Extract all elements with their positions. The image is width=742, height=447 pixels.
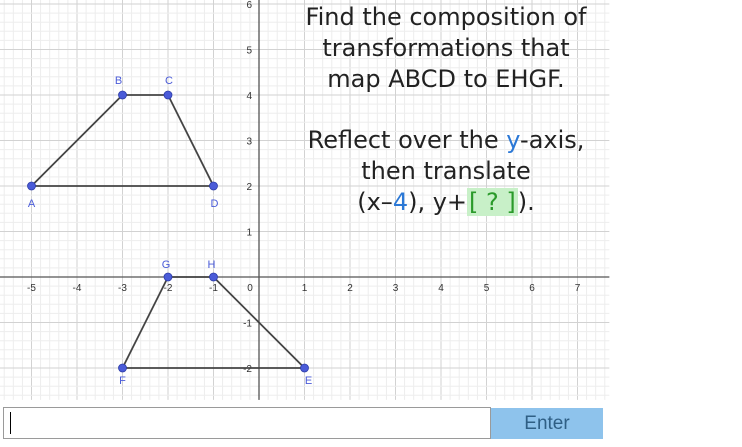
y-tick-label: 4	[246, 91, 252, 102]
instruction-text: ), y+	[408, 188, 468, 216]
x-tick-label: 2	[347, 283, 353, 294]
x-tick-label: -4	[72, 283, 82, 294]
prompt-line: Find the composition of	[305, 3, 587, 31]
y-tick-label: 2	[246, 182, 252, 193]
answer-blank: [ ? ]	[469, 188, 516, 216]
y-tick-label: -2	[243, 364, 252, 375]
vertex-label-e: E	[304, 375, 313, 387]
y-tick-label: 3	[246, 136, 252, 148]
vertex-point-g	[164, 273, 172, 281]
instruction-line	[286, 187, 606, 218]
vertex-label-c: C	[165, 75, 173, 87]
x-tick-label: -5	[27, 283, 36, 294]
y-tick-label: 6	[246, 0, 252, 11]
translation-value: 4	[392, 188, 409, 216]
prompt-text	[286, 2, 606, 218]
instruction-text: ).	[517, 188, 535, 216]
instruction-text: (x–	[357, 188, 393, 216]
x-tick-label: 7	[574, 283, 581, 294]
answer-input[interactable]	[3, 407, 491, 439]
x-tick-label: 1	[301, 283, 308, 294]
vertex-point-f	[119, 364, 127, 372]
x-tick-label: 5	[483, 283, 490, 294]
vertex-label-b: B	[114, 75, 123, 87]
instruction-text: -axis,	[520, 126, 585, 154]
y-tick-label: 1	[246, 227, 252, 239]
enter-button[interactable]: Enter	[491, 408, 603, 439]
y-highlight: y	[506, 126, 521, 154]
instruction-text: Reflect over the	[307, 126, 507, 154]
x-tick-label: -1	[209, 283, 218, 294]
vertex-point-c	[164, 91, 172, 99]
x-tick-label: 0	[247, 283, 253, 294]
vertex-label-h: H	[207, 259, 216, 271]
x-tick-label: 6	[529, 283, 535, 294]
y-tick-label: -1	[243, 318, 252, 330]
vertex-point-d	[210, 182, 218, 190]
vertex-label-a: A	[27, 198, 36, 210]
vertex-point-b	[119, 91, 127, 99]
vertex-label-d: D	[210, 198, 219, 210]
prompt-line: map ABCD to EHGF.	[327, 65, 565, 93]
text-caret	[10, 412, 11, 434]
vertex-point-e	[301, 364, 309, 372]
x-tick-label: -2	[163, 283, 173, 294]
x-tick-label: 3	[392, 283, 399, 294]
prompt-line: transformations that	[322, 34, 570, 62]
instruction-line: then translate	[361, 157, 531, 185]
vertex-label-f: F	[119, 375, 126, 387]
vertex-point-h	[210, 273, 218, 281]
x-tick-label: 4	[438, 283, 444, 294]
instruction-line	[286, 125, 606, 156]
x-tick-label: -3	[118, 283, 127, 294]
y-tick-label: 5	[246, 45, 252, 57]
vertex-point-a	[28, 182, 36, 190]
vertex-label-g: G	[161, 259, 171, 271]
